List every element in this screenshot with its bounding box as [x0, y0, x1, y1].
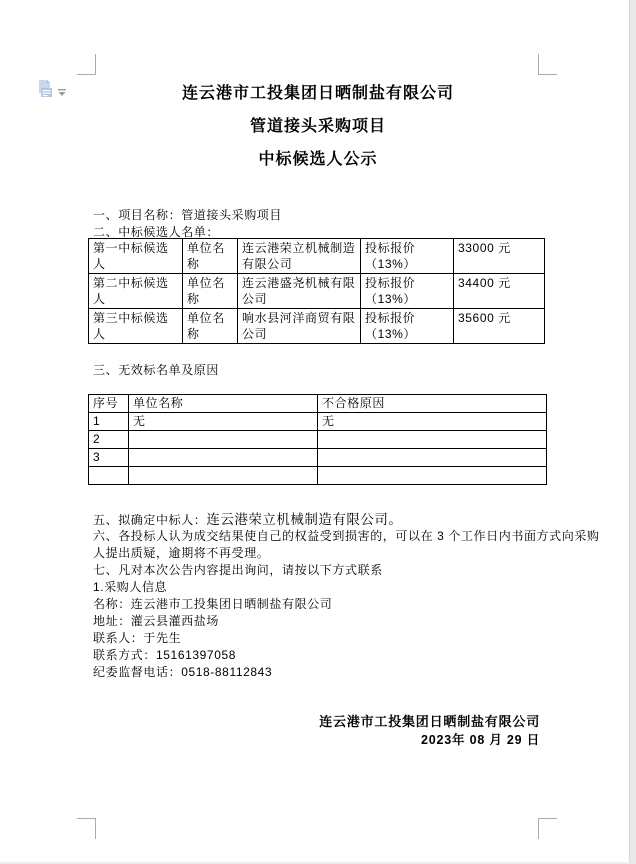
contact-phone: 联系方式：15161397058 — [93, 648, 237, 662]
cell-unit-name — [129, 467, 318, 485]
cell-unit-label: 单位名称 — [183, 309, 238, 344]
doc-title-project: 管道接头采购项目 — [249, 118, 386, 135]
cell-unit-name — [129, 449, 318, 467]
margin-crop-mark-top-right — [538, 54, 557, 75]
doc-title-company: 连云港市工投集团日晒制盐有限公司 — [181, 85, 454, 102]
cell-company: 响水县河洋商贸有限公司 — [238, 309, 361, 344]
contact-address: 地址：灌云县灌西盐场 — [93, 614, 220, 628]
cell-company: 连云港盛尧机械有限公司 — [238, 274, 361, 309]
cell-price: 34400 元 — [454, 274, 545, 309]
section-2-candidate-list: 二、中标候选人名单： — [93, 225, 220, 239]
table-row — [89, 274, 545, 309]
cell-seq — [89, 467, 129, 485]
margin-crop-mark-top-left — [77, 54, 96, 75]
cell-seq: 2 — [89, 431, 129, 449]
section-6-line-1: 六、各投标人认为成交结果使自己的权益受到损害的，可以在 3 个工作日内书面方式向采购 — [93, 529, 600, 543]
cell-unit-name: 无 — [129, 413, 318, 431]
cell-price-label: 投标报价（13%） — [361, 239, 454, 274]
doc-title-announce: 中标候选人公示 — [258, 151, 378, 168]
margin-crop-mark-bottom-right — [538, 818, 557, 839]
signature-company: 连云港市工投集团日晒制盐有限公司 — [319, 714, 540, 729]
cell-unit-name — [129, 431, 318, 449]
cell-fail-reason — [318, 431, 547, 449]
cell-price: 33000 元 — [454, 239, 545, 274]
invalid-bids-table — [88, 394, 547, 485]
section-3-invalid-bids: 三、无效标名单及原因 — [93, 363, 220, 377]
signature-date: 2023年 08 月 29 日 — [420, 733, 540, 747]
cell-rank: 第二中标候选人 — [89, 274, 183, 309]
margin-crop-mark-bottom-left — [77, 818, 96, 839]
cell-seq: 1 — [89, 413, 129, 431]
section-5-prefix: 五、拟确定中标人： — [93, 513, 207, 527]
cell-rank: 第三中标候选人 — [89, 309, 183, 344]
table-row — [89, 431, 547, 449]
cell-fail-reason — [318, 449, 547, 467]
table-row — [89, 309, 545, 344]
table-row — [89, 449, 547, 467]
cell-price-label: 投标报价（13%） — [361, 274, 454, 309]
buyer-info-heading: 1.采购人信息 — [93, 580, 168, 594]
section-6-line-2: 人提出质疑，逾期将不再受理。 — [93, 546, 270, 560]
cell-price-label: 投标报价（13%） — [361, 309, 454, 344]
cell-fail-reason — [318, 467, 547, 485]
header-seq: 序号 — [89, 395, 129, 413]
contact-name: 名称：连云港市工投集团日晒制盐有限公司 — [93, 597, 333, 611]
section-7-contact-note: 七、凡对本次公告内容提出询问，请按以下方式联系 — [93, 563, 383, 577]
header-fail-reason: 不合格原因 — [318, 395, 547, 413]
table-row — [89, 239, 545, 274]
section-1-project-name: 一、项目名称：管道接头采购项目 — [93, 208, 283, 222]
header-unit-name: 单位名称 — [129, 395, 318, 413]
table-header-row — [89, 395, 547, 413]
cell-seq: 3 — [89, 449, 129, 467]
cell-unit-label: 单位名称 — [183, 239, 238, 274]
contact-supervise-phone: 纪委监督电话：0518-88112843 — [93, 665, 273, 679]
cell-price: 35600 元 — [454, 309, 545, 344]
cell-rank: 第一中标候选人 — [89, 239, 183, 274]
section-5-winner — [93, 508, 545, 528]
contact-person: 联系人：于先生 — [93, 631, 182, 645]
cell-company: 连云港荣立机械制造有限公司 — [238, 239, 361, 274]
table-row — [89, 467, 547, 485]
cell-unit-label: 单位名称 — [183, 274, 238, 309]
section-5-winner-company: 连云港荣立机械制造有限公司。 — [206, 512, 403, 527]
candidates-table — [88, 238, 545, 344]
table-row — [89, 413, 547, 431]
cell-fail-reason: 无 — [318, 413, 547, 431]
